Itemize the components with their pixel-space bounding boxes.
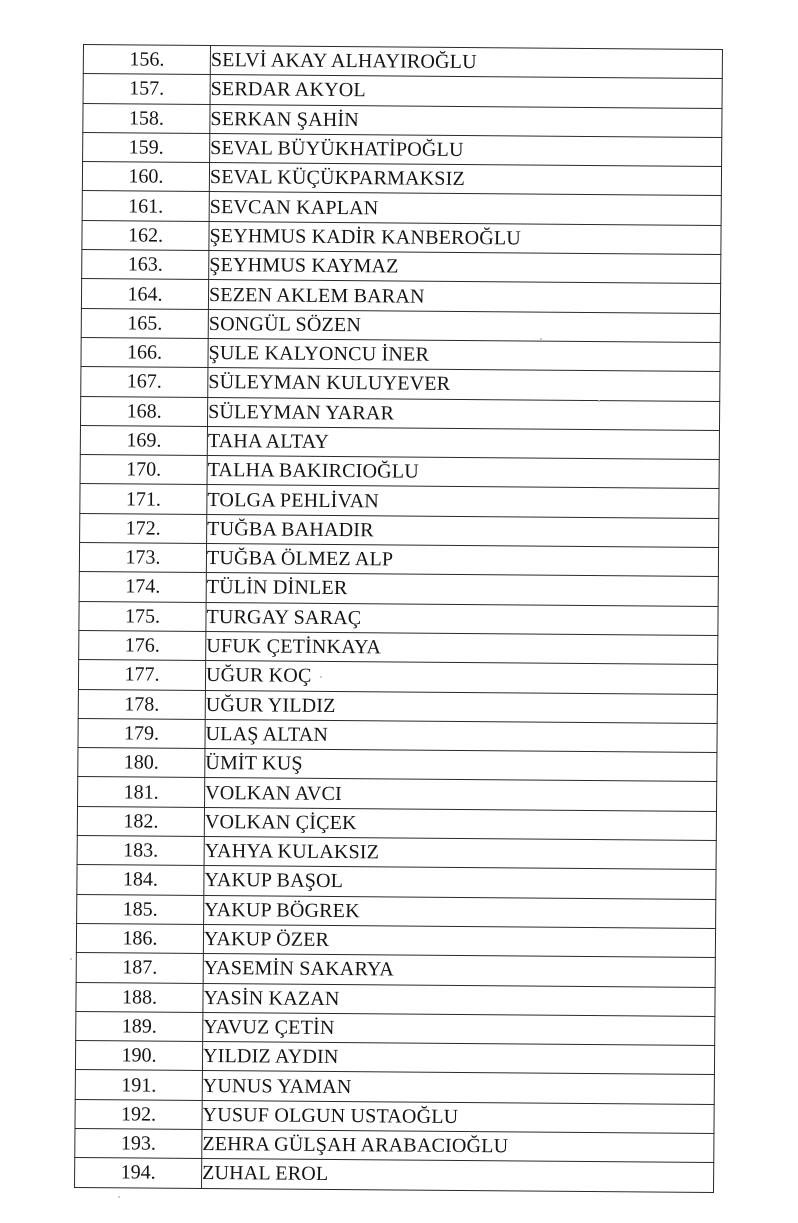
person-name: SEVAL KÜÇÜKPARMAKSIZ (209, 163, 721, 196)
row-number: 171. (80, 484, 207, 514)
row-number: 174. (79, 572, 206, 602)
row-number: 193. (75, 1128, 202, 1158)
row-number: 166. (81, 337, 208, 367)
person-name: ŞULE KALYONCU İNER (208, 338, 720, 371)
person-name: VOLKAN ÇİÇEK (204, 807, 716, 840)
row-number: 170. (80, 455, 207, 485)
row-number: 192. (75, 1099, 202, 1129)
person-name: YAKUP BÖGREK (204, 895, 716, 928)
scan-speck (540, 338, 542, 340)
row-number: 169. (80, 425, 207, 455)
row-number: 165. (81, 308, 208, 338)
person-name: TURGAY SARAÇ (206, 602, 718, 635)
row-number: 177. (78, 660, 205, 690)
row-number: 172. (80, 513, 207, 543)
person-name: YAHYA KULAKSIZ (204, 836, 716, 869)
person-name: UFUK ÇETİNKAYA (206, 631, 718, 664)
person-name: UĞUR KOÇ (205, 661, 717, 694)
row-number: 183. (77, 835, 204, 865)
person-name: YILDIZ AYDIN (202, 1042, 714, 1075)
row-number: 164. (81, 279, 208, 309)
person-name: TOLGA PEHLİVAN (207, 485, 719, 518)
table-row (75, 1158, 714, 1192)
row-number: 175. (79, 601, 206, 631)
person-name: TUĞBA ÖLMEZ ALP (206, 544, 718, 577)
row-number: 188. (76, 982, 203, 1012)
person-name: YUSUF OLGUN USTAOĞLU (202, 1100, 714, 1133)
row-number: 168. (81, 396, 208, 426)
row-number: 187. (76, 953, 203, 983)
row-number: 158. (83, 103, 210, 133)
scan-speck (70, 958, 72, 960)
person-name: ŞEYHMUS KAYMAZ (209, 251, 721, 284)
row-number: 161. (82, 191, 209, 221)
row-number: 178. (78, 689, 205, 719)
person-name: YASİN KAZAN (203, 983, 715, 1016)
person-name: TUĞBA BAHADIR (207, 514, 719, 547)
person-name: TÜLİN DİNLER (206, 573, 718, 606)
person-name: UĞUR YILDIZ (205, 690, 717, 723)
person-name: ÜMİT KUŞ (205, 749, 717, 782)
names-table (74, 44, 723, 1193)
person-name: TAHA ALTAY (207, 426, 719, 459)
row-number: 159. (83, 132, 210, 162)
person-name: SONGÜL SÖZEN (208, 309, 720, 342)
person-name: TALHA BAKIRCIOĞLU (207, 456, 719, 489)
scan-speck (118, 1196, 120, 1198)
row-number: 184. (77, 865, 204, 895)
person-name: SEVAL BÜYÜKHATİPOĞLU (210, 133, 722, 166)
person-name: ZEHRA GÜLŞAH ARABACIOĞLU (202, 1129, 714, 1162)
row-number: 189. (76, 1011, 203, 1041)
person-name: VOLKAN AVCI (205, 778, 717, 811)
person-name: ZUHAL EROL (202, 1159, 714, 1192)
row-number: 194. (75, 1158, 202, 1188)
row-number: 173. (79, 543, 206, 573)
row-number: 163. (82, 250, 209, 280)
row-number: 160. (82, 162, 209, 192)
person-name: YAKUP BAŞOL (204, 866, 716, 899)
row-number: 185. (77, 894, 204, 924)
row-number: 186. (76, 923, 203, 953)
person-name: SERDAR AKYOL (210, 75, 722, 108)
row-number: 179. (78, 718, 205, 748)
row-number: 180. (78, 748, 205, 778)
person-name: YAKUP ÖZER (203, 924, 715, 957)
row-number: 176. (79, 630, 206, 660)
row-number: 191. (75, 1070, 202, 1100)
row-number: 156. (83, 45, 210, 75)
person-name: SELVİ AKAY ALHAYIROĞLU (210, 46, 722, 79)
person-name: SÜLEYMAN KULUYEVER (208, 368, 720, 401)
person-name: ULAŞ ALTAN (205, 719, 717, 752)
scan-speck (598, 400, 600, 402)
row-number: 162. (82, 220, 209, 250)
person-name: SEVCAN KAPLAN (209, 192, 721, 225)
person-name: YUNUS YAMAN (202, 1071, 714, 1104)
person-name: YASEMİN SAKARYA (203, 954, 715, 987)
person-name: SERKAN ŞAHİN (210, 104, 722, 137)
row-number: 190. (75, 1041, 202, 1071)
row-number: 182. (77, 806, 204, 836)
scan-speck (320, 676, 322, 678)
row-number: 181. (78, 777, 205, 807)
person-name: ŞEYHMUS KADİR KANBEROĞLU (209, 221, 721, 254)
row-number: 157. (83, 74, 210, 104)
person-name: YAVUZ ÇETİN (203, 1012, 715, 1045)
row-number: 167. (81, 367, 208, 397)
person-name: SÜLEYMAN YARAR (208, 397, 720, 430)
names-table-body (75, 45, 723, 1193)
person-name: SEZEN AKLEM BARAN (208, 280, 720, 313)
